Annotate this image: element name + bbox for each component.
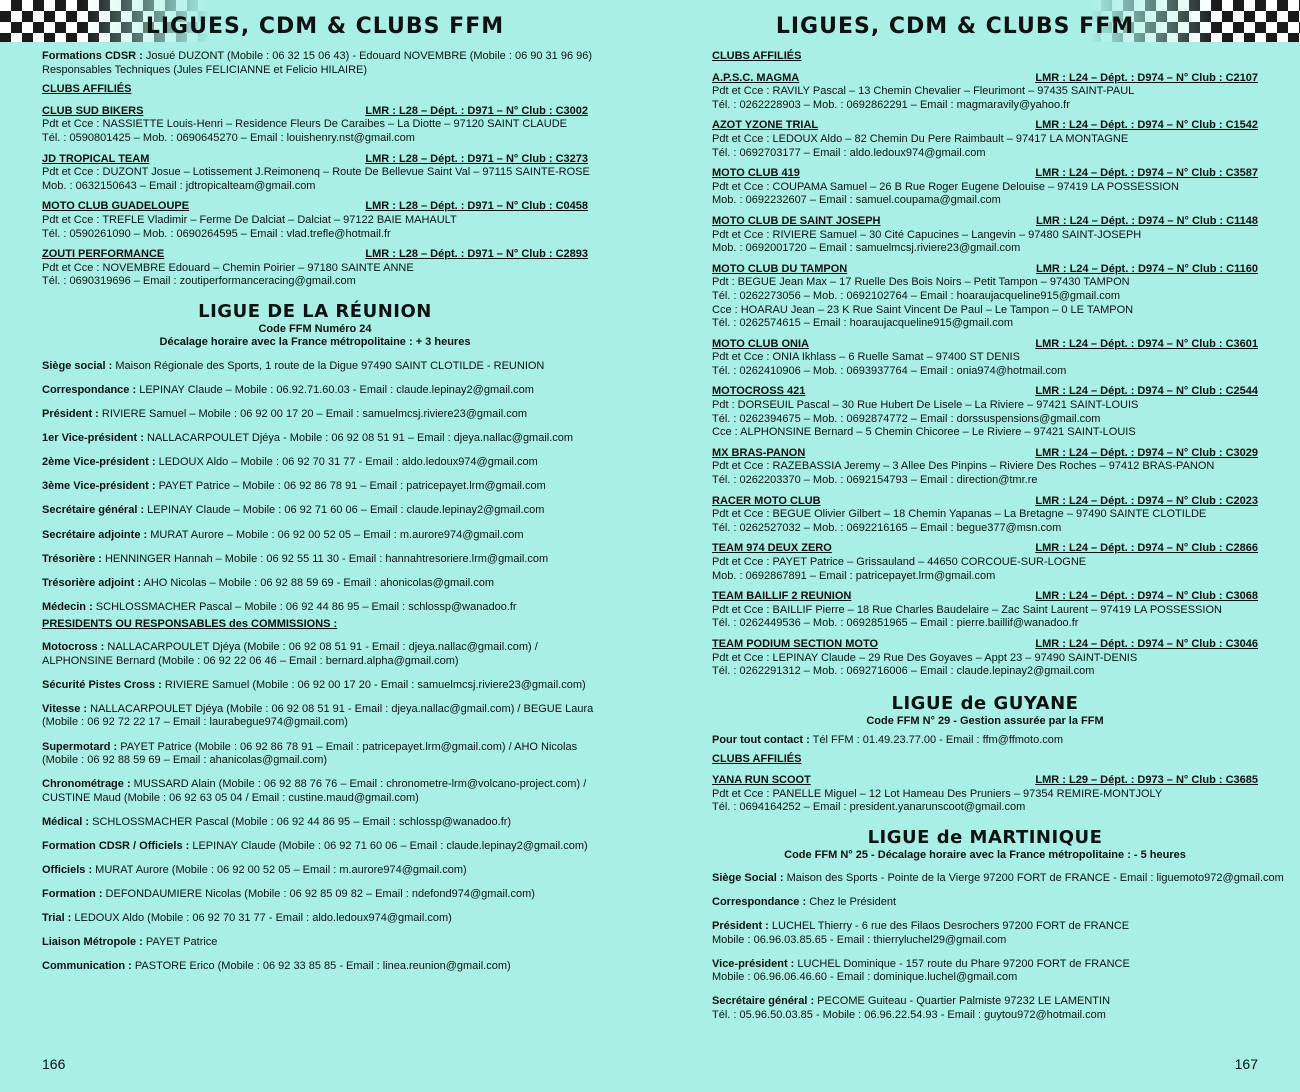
club-entry: JD TROPICAL TEAM LMR : L28 – Dépt. : D971 – N° Club : C3273 Pdt et Cce : DUZONT Josue – Lotissement J.Reimonenq – Route De Bellevue Saint Val – 97115 SAINTE-ROSE Mob. : 0632150643 – Email : jdtropicalteam@gmail.com xyxy=(42,152,590,192)
club-detail-line: Tél. : 0262291312 – Mob. : 0692716006 – Email : claude.lepinay2@gmail.com xyxy=(712,665,1095,678)
club-detail-line: Tél. : 0262228903 – Mob. : 0692862291 – Email : magmaravily@yahoo.fr xyxy=(712,98,1070,111)
club-code: LMR : L24 – Dépt. : D974 – N° Club : C3068 xyxy=(1035,590,1258,603)
club-detail-line: Cce : HOARAU Jean – 23 K Rue Saint Vincent De Paul – Le Tampon – 0 LE TAMPON xyxy=(712,303,1134,316)
club-entry: CLUB SUD BIKERS LMR : L28 – Dépt. : D971 – N° Club : C3002 Pdt et Cce : NASSIETTE Louis-Henri – Residence Fleurs De Caraibes – La Diotte – 97120 SAINT CLAUDE Tél. : 0590801425 – Mob. : 0690645270 – Email : louishenry.nst@gmail.com xyxy=(42,104,588,144)
club-code: LMR : L24 – Dépt. : D974 – N° Club : C3601 xyxy=(1035,337,1258,350)
officer-entry: Secrétaire général : LEPINAY Claude – Mobile : 06 92 71 60 06 – Email : claude.lepinay2@gmail.com xyxy=(42,504,545,517)
page-header: LIGUES, CDM & CLUBS FFM xyxy=(145,14,505,39)
club-detail-line: Pdt et Cce : COUPAMA Samuel – 26 B Rue Roger Eugene Delouise – 97419 LA POSSESSION xyxy=(712,180,1179,193)
club-name: MOTOCROSS 421 xyxy=(712,385,806,398)
club-entry xyxy=(712,72,1258,113)
club-detail-line: Tél. : 0262203370 – Mob. : 0692154793 – Email : direction@tmr.re xyxy=(712,474,1038,487)
club-name: CLUB SUD BIKERS xyxy=(42,104,144,117)
club-detail-line: Pdt et Cce : RAVILY Pascal – 13 Chemin Chevalier – Fleurimont – 97435 SAINT-PAUL xyxy=(712,85,1135,98)
club-name: TEAM 974 DEUX ZERO xyxy=(712,542,832,555)
guyane-contact: Pour tout contact : Tél FFM : 01.49.23.77.00 - Email : ffm@ffmoto.com xyxy=(712,733,1064,746)
commission-entry: Supermotard : PAYET Patrice (Mobile : 06 92 86 78 91 – Email : patricepayet.lrm@gmail.com) / AHO Nicolas (Mobile : 06 92 88 59 69 – Email : ahanicolas@gmail.com) xyxy=(42,740,578,767)
club-name: AZOT YZONE TRIAL xyxy=(712,119,819,132)
commission-entry: Formation : DEFONDAUMIERE Nicolas (Mobile : 06 92 85 09 82 – Email : ndefond974@gmail.com) xyxy=(42,888,535,901)
clubs-affilies-heading: CLUBS AFFILIÉS xyxy=(42,83,132,96)
ligue-reunion-timezone: Décalage horaire avec la France métropolitaine : + 3 heures xyxy=(159,335,471,348)
club-name: MX BRAS-PANON xyxy=(712,446,806,459)
ligue-reunion-title: LIGUE DE LA RÉUNION xyxy=(198,300,432,322)
club-entry: ZOUTI PERFORMANCE LMR : L28 – Dépt. : D971 – N° Club : C2893 Pdt et Cce : NOVEMBRE Edouard – Chemin Poirier – 97180 SAINTE ANNE Tél. : 0690319696 – Email : zoutiperformanceracing@gmail.com xyxy=(42,248,588,288)
commission-entry: Trial : LEDOUX Aldo (Mobile : 06 92 70 31 77 - Email : aldo.ledoux974@gmail.com) xyxy=(42,912,452,925)
club-detail-line: Pdt : BEGUE Jean Max – 17 Ruelle Des Bois Noirs – Petit Tampon – 97430 TAMPON xyxy=(712,276,1130,289)
commission-entry: Sécurité Pistes Cross : RIVIERE Samuel (Mobile : 06 92 00 17 20 - Email : samuelmcsj.riviere23@gmail.com) xyxy=(42,678,586,691)
club-detail-line: Pdt et Cce : ONIA Ikhlass – 6 Ruelle Samat – 97400 ST DENIS xyxy=(712,351,1020,364)
club-code: LMR : L24 – Dépt. : D974 – N° Club : C3046 xyxy=(1035,637,1258,650)
club-entry xyxy=(712,119,1258,160)
commission-entry: Médical : SCHLOSSMACHER Pascal (Mobile : 06 92 44 86 95 – Email : schlossp@wanadoo.fr) xyxy=(42,815,512,828)
commission-entry: Chronométrage : MUSSARD Alain (Mobile : 06 92 88 76 76 – Email : chronometre-lrm@volcano-project.com) / CUSTINE Maud (Mobile : 06 92 63 05 04 / Email : custine.maud@gmail.com) xyxy=(42,778,587,804)
club-name: JD TROPICAL TEAM xyxy=(42,152,150,165)
club-name: MOTO CLUB ONIA xyxy=(712,337,809,350)
club-name: TEAM PODIUM SECTION MOTO xyxy=(712,637,879,650)
club-name: TEAM BAILLIF 2 REUNION xyxy=(712,590,852,603)
commission-entry: Vitesse : NALLACARPOULET Djéya (Mobile : 06 92 08 51 91 - Email : djeya.nallac@gmail.com) / BEGUE Laura (Mobile : 06 92 72 22 17 – Email : laurabegue974@gmail.com) xyxy=(42,702,594,729)
club-detail-line: Pdt et Cce : LEDOUX Aldo – 82 Chemin Du Pere Raimbault – 97417 LA MONTAGNE xyxy=(712,132,1129,145)
ligue-guyane-title: LIGUE de GUYANE xyxy=(891,692,1079,714)
club-name: MOTO CLUB DU TAMPON xyxy=(712,262,848,275)
left-content xyxy=(42,50,594,985)
commission-entry: Communication : PASTORE Erico (Mobile : 06 92 33 85 85 - Email : linea.reunion@gmail.com) xyxy=(42,960,511,973)
club-code: LMR : L28 – Dépt. : D971 – N° Club : C0458 xyxy=(365,200,588,213)
club-name: MOTO CLUB GUADELOUPE xyxy=(42,200,190,213)
club-detail-line: Pdt : DORSEUIL Pascal – 30 Rue Hubert De Lisele – La Riviere – 97421 SAINT-LOUIS xyxy=(712,399,1139,412)
club-detail-line: Pdt et Cce : BEGUE Olivier Gilbert – 18 Chemin Yapanas – La Bretagne – 97490 SAINTE CLOTILDE xyxy=(712,508,1207,521)
club-name: RACER MOTO CLUB xyxy=(712,494,821,507)
officer-entry: Correspondance : LEPINAY Claude – Mobile : 06.92.71.60.03 - Email : claude.lepinay2@gmail.com xyxy=(42,384,534,396)
officer-entry: Siège Social : Maison des Sports - Pointe de la Vierge 97200 FORT de FRANCE - Email : liguemoto972@gmail.com xyxy=(712,871,1284,884)
commission-entry: Motocross : NALLACARPOULET Djéya (Mobile : 06 92 08 51 91 - Email : djeya.nallac@gmail.com) / ALPHONSINE Bernard (Mobile : 06 92 22 06 46 – Email : bernard.alpha@gmail.com) xyxy=(42,641,538,667)
club-entry xyxy=(712,638,1258,679)
club-name: MOTO CLUB DE SAINT JOSEPH xyxy=(712,214,881,227)
club-detail-line: Pdt et Cce : RAZEBASSIA Jeremy – 3 Allee Des Pinpins – Riviere Des Roches – 97412 BRAS-PANON xyxy=(712,460,1215,473)
club-entry xyxy=(712,167,1258,208)
club-entry xyxy=(712,338,1258,379)
club-detail-line: Pdt et Cce : PAYET Patrice – Grissauland – 44650 CORCOUE-SUR-LOGNE xyxy=(712,556,1087,568)
officer-entry: Président : RIVIERE Samuel – Mobile : 06 92 00 17 20 – Email : samuelmcsj.riviere23@gmail.com xyxy=(42,408,527,421)
club-detail-line: Pdt et Cce : LEPINAY Claude – 29 Rue Des Goyaves – Appt 23 – 97490 SAINT-DENIS xyxy=(712,651,1138,664)
club-detail-line: Tél. : 0262449536 – Mob. : 0692851965 – Email : pierre.baillif@wanadoo.fr xyxy=(712,617,1079,630)
commission-entry: Officiels : MURAT Aurore (Mobile : 06 92 00 52 05 – Email : m.aurore974@gmail.com) xyxy=(42,864,467,877)
club-code: LMR : L24 – Dépt. : D974 – N° Club : C1148 xyxy=(1035,214,1258,227)
club-detail-line: Pdt et Cce : BAILLIF Pierre – 18 Rue Charles Baudelaire – Zac Saint Laurent – 97419 LA POSSESSION xyxy=(712,603,1222,616)
club-entry xyxy=(712,590,1258,631)
club-entry xyxy=(712,263,1258,331)
page-number: 167 xyxy=(1234,1056,1258,1072)
club-code: LMR : L24 – Dépt. : D974 – N° Club : C1542 xyxy=(1035,119,1258,132)
officer-entry: Secrétaire général : PECOME Guiteau - Quartier Palmiste 97232 LE LAMENTIN Tél. : 05.96.50.03.85 - Mobile : 06.96.22.54.93 - Email : guytou972@hotmail.com xyxy=(712,995,1111,1021)
officer-entry: 2ème Vice-président : LEDOUX Aldo – Mobile : 06 92 70 31 77 - Email : aldo.ledoux974@gmail.com xyxy=(42,456,538,469)
club-code: LMR : L28 – Dépt. : D971 – N° Club : C2893 xyxy=(365,248,588,261)
club-detail-line: Mob. : 0692001720 – Email : samuelmcsj.riviere23@gmail.com xyxy=(712,242,1021,255)
club-entry xyxy=(712,385,1258,439)
clubs-affilies-heading: CLUBS AFFILIÉS xyxy=(712,50,802,62)
club-detail-line: Cce : ALPHONSINE Bernard – 5 Chemin Chicoree – Le Riviere – 97421 SAINT-LOUIS xyxy=(712,426,1136,439)
club-code: LMR : L24 – Dépt. : D974 – N° Club : C2023 xyxy=(1035,494,1258,507)
club-detail-line: Tél. : 0692703177 – Email : aldo.ledoux974@gmail.com xyxy=(712,146,986,159)
officer-entry: Correspondance : Chez le Président xyxy=(712,895,897,908)
officer-entry: 3ème Vice-président : PAYET Patrice – Mobile : 06 92 86 78 91 – Email : patricepayet.lrm@gmail.com xyxy=(42,480,546,493)
officer-entry: Secrétaire adjointe : MURAT Aurore – Mobile : 06 92 00 52 05 – Email : m.aurore974@gmail.com xyxy=(42,528,524,541)
commission-entry: Formation CDSR / Officiels : LEPINAY Claude (Mobile : 06 92 71 60 06 – Email : claude.lepinay2@gmail.com) xyxy=(42,839,588,852)
club-detail-line: Tél. : 0262574615 – Email : hoaraujacqueline915@gmail.com xyxy=(712,317,1014,330)
page-number: 166 xyxy=(42,1056,66,1072)
ligue-reunion-code: Code FFM Numéro 24 xyxy=(258,322,372,335)
commission-entry: Liaison Métropole : PAYET Patrice xyxy=(42,936,218,949)
reunion-clubs-list xyxy=(712,72,1258,679)
club-entry xyxy=(712,495,1258,536)
ligue-martinique-title: LIGUE de MARTINIQUE xyxy=(867,826,1103,848)
club-code: LMR : L24 – Dépt. : D974 – N° Club : C3029 xyxy=(1035,446,1258,459)
club-detail-line: Mob. : 0692232607 – Email : samuel.coupama@gmail.com xyxy=(712,194,1001,207)
club-entry xyxy=(712,542,1258,583)
officer-entry: Siège social : Maison Régionale des Sports, 1 route de la Digue 97490 SAINT CLOTILDE - REUNION xyxy=(42,359,545,372)
club-detail-line: Mob. : 0692867891 – Email : patricepayet.lrm@gmail.com xyxy=(712,569,996,582)
officer-entry: Trésorière adjoint : AHO Nicolas – Mobile : 06 92 88 59 69 - Email : ahonicolas@gmail.com xyxy=(42,576,494,589)
officer-entry: 1er Vice-président : NALLACARPOULET Djéya - Mobile : 06 92 08 51 91 – Email : djeya.nallac@gmail.com xyxy=(42,432,574,445)
officer-entry: Médecin : SCHLOSSMACHER Pascal – Mobile : 06 92 44 86 95 – Email : schlossp@wanadoo.fr xyxy=(42,600,517,613)
commissions-heading: PRESIDENTS OU RESPONSABLES des COMMISSIONS : xyxy=(42,618,338,631)
club-entry xyxy=(712,447,1258,488)
right-page xyxy=(650,0,1300,1092)
officer-entry: Trésorière : HENNINGER Hannah – Mobile : 06 92 55 11 30 - Email : hannahtresoriere.lrm@gmail.com xyxy=(42,552,549,565)
right-content xyxy=(712,50,1284,1033)
ligue-martinique-code: Code FFM N° 25 - Décalage horaire avec la France métropolitaine : - 5 heures xyxy=(784,848,1186,861)
formations-cdsr-entry: Formations CDSR : Josué DUZONT (Mobile : 06 32 15 06 43) - Edouard NOVEMBRE (Mobile : 06 90 31 96 96) Responsables Techniques (Jules FELICIANNE et Felicio HILAIRE) xyxy=(42,50,593,76)
club-name: MOTO CLUB 419 xyxy=(712,167,800,180)
club-detail-line: Tél. : 0262394675 – Mob. : 0692874772 – Email : dorssuspensions@gmail.com xyxy=(712,412,1101,425)
officer-entry: Vice-président : LUCHEL Dominique - 157 route du Phare 97200 FORT de FRANCE Mobile : 06.96.06.46.60 - Email : dominique.luchel@gmail.com xyxy=(712,957,1130,984)
club-code: LMR : L28 – Dépt. : D971 – N° Club : C3273 xyxy=(365,152,588,165)
club-detail-line: Tél. : 0262410906 – Mob. : 0693937764 – Email : onia974@hotmail.com xyxy=(712,364,1067,377)
club-code: LMR : L24 – Dépt. : D974 – N° Club : C1160 xyxy=(1035,262,1258,275)
club-name: YANA RUN SCOOT xyxy=(712,773,811,786)
ligue-guyane-code: Code FFM N° 29 - Gestion assurée par la FFM xyxy=(866,714,1104,727)
page-header: LIGUES, CDM & CLUBS FFM xyxy=(775,14,1135,39)
club-name: ZOUTI PERFORMANCE xyxy=(42,248,165,261)
guyane-clubs-heading: CLUBS AFFILIÉS xyxy=(712,753,802,766)
club-code: LMR : L24 – Dépt. : D974 – N° Club : C2544 xyxy=(1035,385,1258,398)
club-code: LMR : L24 – Dépt. : D974 – N° Club : C3587 xyxy=(1035,167,1258,180)
club-detail-line: Tél. : 0262273056 – Mob. : 0692102764 – Email : hoaraujacqueline915@gmail.com xyxy=(712,289,1121,302)
club-code: LMR : L28 – Dépt. : D971 – N° Club : C3002 xyxy=(365,104,588,117)
club-entry xyxy=(712,215,1258,256)
officer-entry: Président : LUCHEL Thierry - 6 rue des Filaos Desrochers 97200 FORT de FRANCE Mobile : 06.96.03.85.65 - Email : thierryluchel29@gmail.com xyxy=(712,919,1130,946)
club-entry: MOTO CLUB GUADELOUPE LMR : L28 – Dépt. : D971 – N° Club : C0458 Pdt et Cce : TREFLE Vladimir – Ferme De Dalciat – Dalciat – 97122 BAIE MAHAULT Tél. : 0590261090 – Mob. : 0690264595 – Email : vlad.trefle@hotmail.fr xyxy=(42,200,588,240)
club-name: A.P.S.C. MAGMA xyxy=(712,71,800,84)
club-detail-line: Pdt et Cce : RIVIERE Samuel – 30 Cité Capucines – Langevin – 97480 SAINT-JOSEPH xyxy=(712,228,1142,241)
club-detail-line: Tél. : 0262527032 – Mob. : 0692216165 – Email : begue377@msn.com xyxy=(712,521,1062,534)
club-code: LMR : L24 – Dépt. : D974 – N° Club : C2107 xyxy=(1035,71,1258,84)
club-entry: YANA RUN SCOOT LMR : L29 – Dépt. : D973 – N° Club : C3685 Pdt et Cce : PANELLE Miguel – 12 Lot Hameau Des Pruniers – 97354 REMIRE-MONTJOLY Tél. : 0694164252 – Email : president.yanarunscoot@gmail.com xyxy=(712,773,1258,814)
club-code: LMR : L24 – Dépt. : D974 – N° Club : C2866 xyxy=(1035,542,1258,555)
club-code: LMR : L29 – Dépt. : D973 – N° Club : C3685 xyxy=(1035,773,1258,786)
